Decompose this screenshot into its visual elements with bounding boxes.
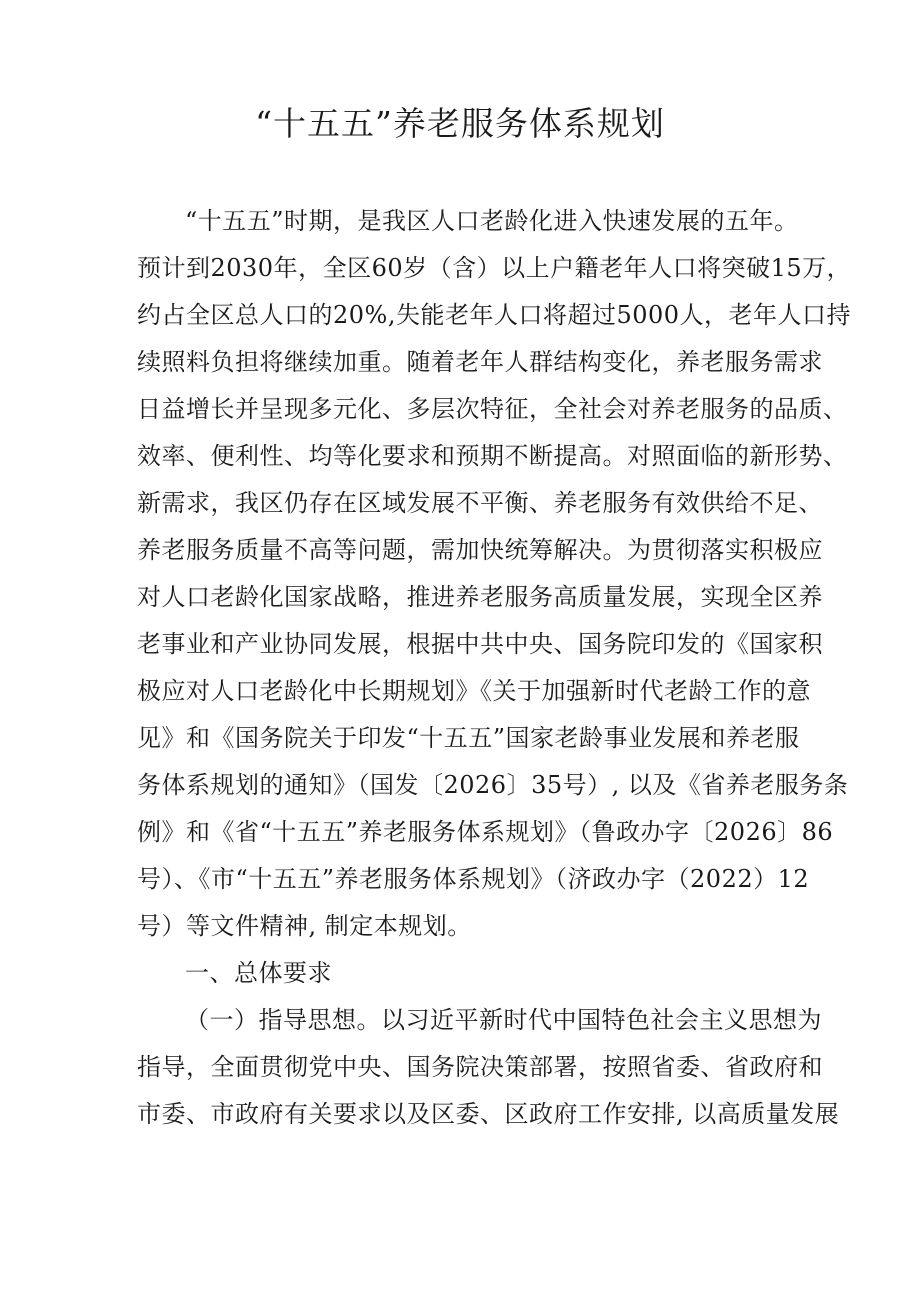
paragraph-line: 效率、便利性、均等化要求和预期不断提高。对照面临的新形势、 xyxy=(137,442,848,470)
paragraph-line: “十五五”时期，是我区人口老龄化进入快速发展的五年。 xyxy=(185,207,799,235)
paragraph-line: 日益增长并呈现多元化、多层次特征，全社会对养老服务的品质、 xyxy=(137,395,848,423)
paragraph-line: 续照料负担将继续加重。随着老年人群结构变化，养老服务需求 xyxy=(137,348,823,376)
paragraph-line: 见》和《国务院关于印发“十五五”国家老龄事业发展和养老服 xyxy=(137,724,800,752)
paragraph-line: 市委、市政府有关要求以及区委、区政府工作安排, 以高质量发展 xyxy=(137,1100,840,1128)
paragraph-line: 老事业和产业协同发展，根据中共中央、国务院印发的《国家积 xyxy=(137,630,823,658)
paragraph-line: 号）、《市“十五五”养老服务体系规划》（济政办字（2022）12 xyxy=(137,865,810,893)
document-title: “十五五”养老服务体系规划 xyxy=(255,104,665,143)
paragraph-line: 预计到2030年，全区60岁（含）以上户籍老年人口将突破15万， xyxy=(137,254,852,282)
paragraph-line: 号）等文件精神, 制定本规划。 xyxy=(137,912,472,940)
paragraph-line: 养老服务质量不高等问题，需加快统筹解决。为贯彻落实积极应 xyxy=(137,536,823,564)
paragraph-line: 例》和《省“十五五”养老服务体系规划》（鲁政办字〔2026〕86 xyxy=(137,818,834,846)
paragraph-line: 对人口老龄化国家战略，推进养老服务高质量发展，实现全区养 xyxy=(137,583,823,611)
paragraph-line: 指导，全面贯彻党中央、国务院决策部署，按照省委、省政府和 xyxy=(137,1053,823,1081)
paragraph-line: 约占全区总人口的20%,失能老年人口将超过5000人，老年人口持 xyxy=(137,301,852,329)
document-body xyxy=(137,198,852,1138)
section-heading: 一、总体要求 xyxy=(185,959,332,987)
paragraph-line: 极应对人口老龄化中长期规划》《关于加强新时代老龄工作的意 xyxy=(137,677,811,705)
paragraph-line: 新需求，我区仍存在区域发展不平衡、养老服务有效供给不足、 xyxy=(137,489,823,517)
paragraph-line: （一）指导思想。以习近平新时代中国特色社会主义思想为 xyxy=(185,1006,822,1034)
paragraph-line: 务体系规划的通知》（国发〔2026〕35号）, 以及《省养老服务条 xyxy=(137,771,849,799)
